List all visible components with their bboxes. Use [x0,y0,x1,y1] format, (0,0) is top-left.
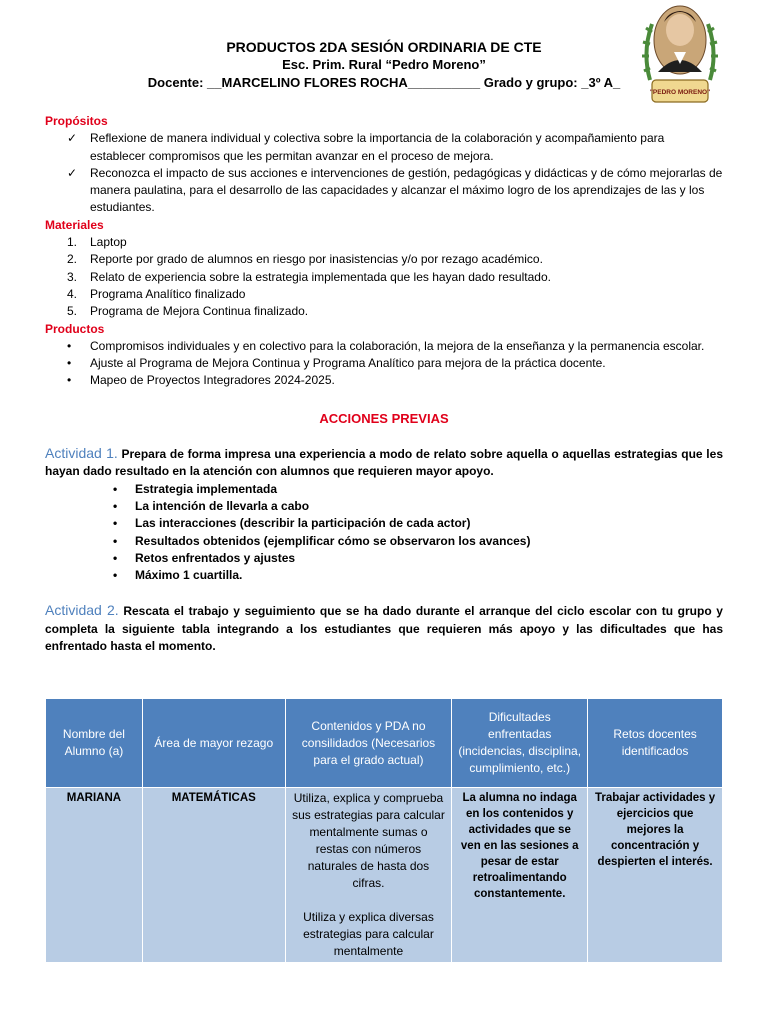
header-dificultades: Dificultades enfrentadas (incidencias, disciplina, cumplimiento, etc.) [452,699,588,788]
propositos-heading: Propósitos [45,114,108,128]
header-nombre: Nombre del Alumno (a) [46,699,143,788]
list-item: 3. Relato de experiencia sobre la estrategia implementada que les hayan dado resultado. [67,269,551,284]
document-header [0,38,768,92]
list-item: • Estrategia implementada [45,481,723,498]
list-item: • Resultados obtenidos (ejemplificar cómo se observaron los avances) [45,533,723,550]
list-item: • Máximo 1 cuartilla. [45,567,723,584]
list-item: 1. Laptop [67,235,127,250]
document-body [45,113,723,655]
bullet-icon: • [113,568,118,583]
checkmark-icon: ✓ [67,131,78,146]
list-item: • Compromisos individuales y en colectivo para la colaboración, la mejora de la enseñanza y la permanencia escolar. [45,338,723,355]
productos-heading: Productos [45,321,105,336]
bullet-icon: • [113,481,118,496]
cell-area: MATEMÁTICAS [142,788,285,963]
list-item: ✓ Reconozca el impacto de sus acciones e intervenciones de gestión, pedagógicas y didácticas y de cómo mejorarlas de manera paulatina, para el desarrollo de las capacidades y alcanzar el máximo logro de los aprendizajes de las y los estudiantes. [67,165,723,215]
header-retos: Retos docentes identificados [588,699,723,788]
bullet-icon: • [113,516,118,531]
actividad1-paragraph [45,445,723,481]
bullet-icon: • [67,373,72,388]
cell-name: MARIANA [46,788,143,963]
cell-contenidos [285,788,452,963]
actividad2-paragraph [45,602,723,655]
list-item: • Las interacciones (describir la participación de cada actor) [45,515,723,532]
school-name: Esc. Prim. Rural “Pedro Moreno” [282,57,486,72]
table-row [46,788,723,963]
list-item: ✓ Reflexione de manera individual y colectiva sobre la importancia de la colaboración y acompañamiento para establecer compromisos que les permitan avanzar en el proceso de mejora. [67,131,665,163]
checkmark-icon: ✓ [67,165,78,180]
header-contenidos: Contenidos y PDA no consilidados (Necesarios para el grado actual) [285,699,452,788]
cell-retos: Trabajar actividades y ejercicios que mejores la concentración y despierten el interés. [588,788,723,963]
logo-banner-text: "PEDRO MORENO" [649,89,711,96]
teacher-line: Docente: __MARCELINO FLORES ROCHA__________ Grado y grupo: _3º A_ [147,75,621,90]
list-item: • Retos enfrentados y ajustes [45,550,723,567]
table-header-row [46,699,723,788]
bullet-icon: • [67,356,72,371]
propositos-list [45,130,723,216]
bullet-icon: • [113,533,118,548]
list-item: 4. Programa Analítico finalizado [67,286,246,301]
actividad1-bullets [45,481,723,585]
list-item: 2. Reporte por grado de alumnos en riesgo por inasistencias y/o por rezago académico. [67,252,543,267]
students-table [45,698,723,963]
list-item: 5. Programa de Mejora Continua finalizado. [67,304,309,319]
actividad1-text: Prepara de forma impresa una experiencia a modo de relato sobre aquella o aquellas estrategias que les hayan dado resultado en la atención con alumnos que requieren mayor apoyo. [45,447,723,479]
header-area: Área de mayor rezago [142,699,285,788]
cell-dificultades: La alumna no indaga en los contenidos y actividades que se ven en las sesiones a pesar de estar retroalimentando constantemente. [452,788,588,963]
actividad1-label: Actividad 1. [45,445,118,462]
document-title: PRODUCTOS 2DA SESIÓN ORDINARIA DE CTE [226,39,542,55]
bullet-icon: • [67,338,72,353]
list-item: • Ajuste al Programa de Mejora Continua y Programa Analítico para mejora de la práctica docente. [45,355,723,372]
list-item: • Mapeo de Proyectos Integradores 2024-2025. [45,372,723,389]
materiales-heading: Materiales [45,217,104,232]
materiales-list [45,234,723,320]
bullet-icon: • [113,550,118,565]
contenidos-text-2: Utiliza y explica diversas estrategias para calcular mentalmente [303,910,434,958]
contenidos-text-1: Utiliza, explica y comprueba sus estrategias para calcular mentalmente sumas o restas con números naturales de hasta dos cifras. [292,791,445,890]
bullet-icon: • [113,498,118,513]
productos-list [45,338,723,390]
list-item: • La intención de llevarla a cabo [45,498,723,515]
actividad2-text: Rescata el trabajo y seguimiento que se ha dado durante el arranque del ciclo escolar con tu grupo y completa la siguiente tabla integrando a los estudiantes que requieren más apoyo y las dificultades que has enfrentado hasta el momento. [45,604,723,654]
actividad2-label: Actividad 2. [45,602,119,619]
acciones-heading: ACCIONES PREVIAS [319,410,449,426]
